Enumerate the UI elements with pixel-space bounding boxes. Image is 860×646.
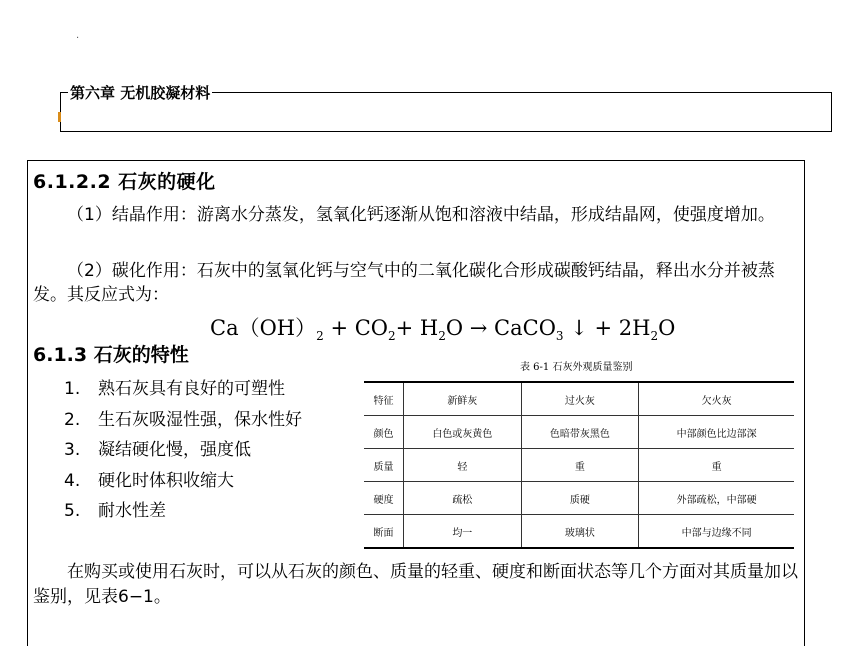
paragraph-carbonation: （2）碳化作用：石灰中的氢氧化钙与空气中的二氧化碳化合形成碳酸钙结晶，释出水分并被蒸发。其反应式为： bbox=[33, 261, 775, 305]
stray-dot: . bbox=[76, 30, 80, 41]
table-cell: 质硬 bbox=[521, 482, 639, 515]
table-row bbox=[364, 416, 794, 449]
table-cell: 质量 bbox=[373, 461, 394, 473]
table-cell: 中部颜色比边部深 bbox=[639, 416, 794, 449]
table-cell: 重 bbox=[521, 449, 639, 482]
table-row bbox=[364, 515, 794, 549]
list-item: 5. 耐水性差 bbox=[64, 501, 166, 521]
properties-list bbox=[64, 374, 302, 527]
table-cell: 外部疏松，中部硬 bbox=[639, 482, 794, 515]
table-cell: 色暗带灰黑色 bbox=[521, 416, 639, 449]
accent-mark bbox=[58, 112, 61, 122]
list-item: 4. 硬化时体积收缩大 bbox=[64, 470, 234, 491]
table-cell: 中部与边缘不同 bbox=[639, 515, 794, 549]
table-header-cell: 新鲜灰 bbox=[404, 382, 522, 416]
table-header-cell: 过火灰 bbox=[521, 382, 639, 416]
paragraph-crystallization: （1）结晶作用：游离水分蒸发，氢氧化钙逐渐从饱和溶液中结晶，形成结晶网，使强度增加。 bbox=[67, 205, 775, 225]
section-heading: 6.1.2.2 石灰的硬化 bbox=[33, 171, 216, 193]
list-item: 1. 熟石灰具有良好的可塑性 bbox=[64, 379, 285, 399]
table-cell: 颜色 bbox=[373, 428, 394, 440]
table-cell: 玻璃状 bbox=[521, 515, 639, 549]
reaction-formula: $Ca(OH)_2 + CO_2+ H_2O$ → CaCO$_3$ ↓ + $2H_2O$ bbox=[210, 316, 676, 344]
list-item: 2. 生石灰吸湿性强，保水性好 bbox=[64, 409, 302, 430]
table-cell: 疏松 bbox=[404, 482, 522, 515]
table-header-cell: 特征 bbox=[373, 395, 394, 407]
table-caption: 表 6-1 石灰外观质量鉴别 bbox=[520, 362, 633, 373]
table-row bbox=[364, 449, 794, 482]
table-cell: 均一 bbox=[404, 515, 522, 549]
table-cell: 断面 bbox=[373, 527, 394, 539]
quality-table bbox=[364, 381, 794, 549]
table-cell: 轻 bbox=[404, 449, 522, 482]
table-row bbox=[364, 482, 794, 515]
table-header-row bbox=[364, 382, 794, 416]
table-header-cell: 欠火灰 bbox=[639, 382, 794, 416]
table-cell: 重 bbox=[639, 449, 794, 482]
chapter-title: 第六章 无机胶凝材料 bbox=[70, 84, 211, 102]
closing-paragraph: 在购买或使用石灰时，可以从石灰的颜色、质量的轻重、硬度和断面状态等几个方面对其质量加以鉴别，见表6−1。 bbox=[33, 562, 798, 607]
table-cell: 硬度 bbox=[373, 494, 394, 506]
list-item: 3. 凝结硬化慢，强度低 bbox=[64, 440, 251, 460]
table-cell: 白色或灰黄色 bbox=[404, 416, 522, 449]
properties-heading: 6.1.3 石灰的特性 bbox=[33, 344, 189, 366]
